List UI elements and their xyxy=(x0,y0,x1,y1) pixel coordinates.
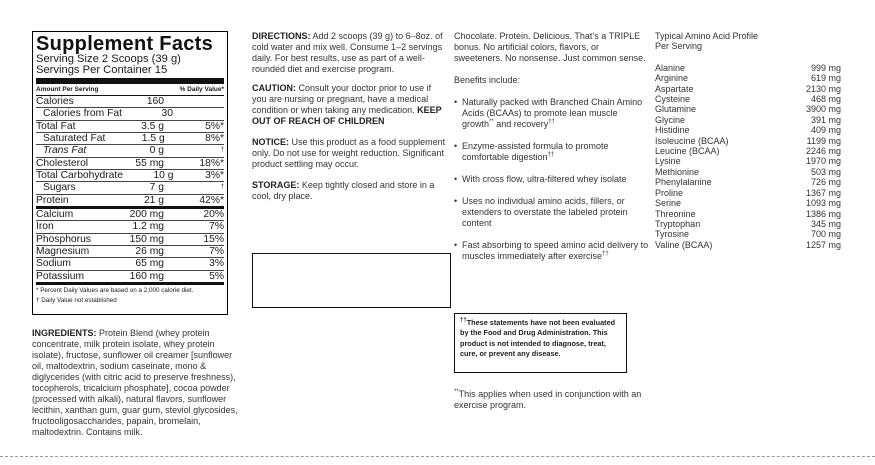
nutrient-name: Cholesterol xyxy=(36,157,89,169)
amino-value: 700 mg xyxy=(810,229,841,240)
amino-list xyxy=(655,63,841,250)
storage-block xyxy=(252,180,448,202)
nutrient-amount: 3.5 g xyxy=(141,120,164,132)
benefit-mark: †† xyxy=(602,251,609,257)
header-amount: Amount Per Serving xyxy=(36,86,99,93)
nutrient-amount: 160 mg xyxy=(129,270,164,282)
amino-row xyxy=(655,136,841,146)
facts-row xyxy=(36,121,224,133)
notice-text: Use this product as a food supplement only. Do not use for weight reduction. Significant product settling may occur. xyxy=(252,137,446,169)
facts-footnote-percent: * Percent Daily Values are based on a 2,000 calorie diet. xyxy=(36,287,194,295)
nutrient-amount: 1.5 g xyxy=(141,133,165,145)
amino-value: 2246 mg xyxy=(805,146,841,157)
facts-row xyxy=(36,209,224,221)
amino-title: Typical Amino Acid Profile xyxy=(655,31,759,41)
nutrient-amount: 200 mg xyxy=(129,209,164,221)
amino-row xyxy=(655,84,841,94)
nutrient-daily-value: 42%* xyxy=(199,194,224,206)
benefit-text-extra: and recovery xyxy=(493,119,549,129)
amino-name: Histidine xyxy=(655,125,690,136)
disclaimer-text: These statements have not been evaluated by the Food and Drug Administration. This product is not intended to diagnose, treat, cure, or prevent any disease. xyxy=(460,318,616,358)
nutrient-name: Calories xyxy=(36,96,74,107)
benefit-text xyxy=(462,240,650,262)
amino-row xyxy=(655,240,841,250)
amino-value: 726 mg xyxy=(810,177,841,188)
nutrient-amount: 1.2 mg xyxy=(132,221,164,233)
amino-row xyxy=(655,125,841,135)
benefit-text xyxy=(462,196,650,229)
nutrient-amount: 30 xyxy=(161,108,173,120)
amino-name: Serine xyxy=(655,198,682,209)
amino-row xyxy=(655,94,841,104)
amino-value: 391 mg xyxy=(810,114,841,125)
benefit-text-main: Uses no individual amino acids, fillers, or extenders to overstate the labeled protein content xyxy=(462,196,628,228)
benefit-text xyxy=(462,174,650,185)
amino-value: 409 mg xyxy=(810,125,841,136)
nutrient-name: Calcium xyxy=(36,209,74,221)
servings-per-container: Servings Per Container 15 xyxy=(36,64,168,76)
amino-name: Phenylalanine xyxy=(655,177,712,188)
nutrient-daily-value: 5% xyxy=(209,270,224,282)
benefit-mark: †† xyxy=(547,152,555,158)
disclaimer-mark: †† xyxy=(460,317,467,324)
nutrient-name: Magnesium xyxy=(36,246,90,258)
amino-name: Lysine xyxy=(655,156,681,167)
amino-name: Methionine xyxy=(655,166,700,177)
benefits-list xyxy=(454,97,650,262)
nutrient-daily-value: 3%* xyxy=(205,170,224,182)
intro-text: Chocolate. Protein. Delicious. That’s a TRIPLE bonus. No artificial colors, flavors, or sweeteners. No nonsense. Just common sense. xyxy=(454,31,646,63)
directions-label: DIRECTIONS: xyxy=(252,31,311,41)
exercise-note-text: This applies when used in conjunction with an exercise program. xyxy=(454,389,642,410)
caution-block xyxy=(252,83,448,127)
directions-text: Add 2 scoops (39 g) to 6–8oz. of cold water and mix well. Consume 1–2 servings daily. For best results, use as part of a well-rounded diet and exercise program. xyxy=(252,31,443,74)
facts-row xyxy=(36,158,224,170)
facts-row xyxy=(36,133,224,145)
benefit-mark-extra: †† xyxy=(548,119,555,125)
bullet-icon: • xyxy=(454,141,458,151)
facts-row xyxy=(36,271,224,285)
nutrient-name: Potassium xyxy=(36,270,85,282)
amino-row xyxy=(655,177,841,187)
amino-row xyxy=(655,156,841,166)
nutrient-name: Saturated Fat xyxy=(43,133,106,145)
blank-lot-box xyxy=(252,253,451,308)
storage-label: STORAGE: xyxy=(252,180,300,190)
nutrient-name: Sodium xyxy=(36,258,71,270)
amino-name: Alanine xyxy=(655,62,686,73)
amino-row xyxy=(655,188,841,198)
amino-name: Glycine xyxy=(655,114,686,125)
amino-value: 1199 mg xyxy=(806,135,841,146)
amino-acid-profile xyxy=(655,31,841,250)
facts-title: Supplement Facts xyxy=(36,33,214,55)
amino-value: 345 mg xyxy=(810,218,841,229)
nutrient-name: Iron xyxy=(36,221,54,233)
facts-thick-divider xyxy=(36,78,224,84)
nutrient-amount: 55 mg xyxy=(135,157,164,169)
nutrient-name: Total Carbohydrate xyxy=(36,170,124,182)
directions-column xyxy=(252,31,448,202)
storage-text: Keep tightly closed and store in a cool, dry place. xyxy=(252,180,435,201)
nutrient-amount: 65 mg xyxy=(135,258,164,270)
nutrient-amount: 7 g xyxy=(149,182,164,194)
nutrient-amount: 160 xyxy=(146,96,164,107)
amino-name: Tryptophan xyxy=(655,218,701,229)
nutrient-name: Phosphorus xyxy=(36,233,91,245)
amino-name: Threonine xyxy=(655,208,696,219)
amino-name: Leucine (BCAA) xyxy=(655,146,720,157)
amino-subtitle: Per Serving xyxy=(655,41,703,52)
benefit-item xyxy=(454,196,650,229)
amino-value: 1970 mg xyxy=(805,156,841,167)
exercise-note xyxy=(454,389,650,411)
benefit-item xyxy=(454,97,650,130)
amino-value: 1367 mg xyxy=(805,187,841,198)
nutrient-daily-value: 3% xyxy=(209,258,224,270)
facts-row xyxy=(36,182,224,194)
amino-name: Tyrosine xyxy=(655,229,690,240)
caution-text: Consult your doctor prior to use if you are nursing or pregnant, have a medical condition or when taking any medication. xyxy=(252,83,432,115)
bullet-icon: • xyxy=(454,97,458,107)
notice-label: NOTICE: xyxy=(252,137,289,147)
benefit-mark: ** xyxy=(489,119,494,125)
facts-row xyxy=(36,221,224,233)
nutrient-daily-value: 7% xyxy=(209,221,224,233)
amino-row xyxy=(655,146,841,156)
facts-row xyxy=(36,246,224,258)
nutrient-daily-value: 5%* xyxy=(205,120,224,132)
facts-row xyxy=(36,195,224,209)
amino-value: 2130 mg xyxy=(805,83,841,94)
nutrient-daily-value: † xyxy=(220,184,224,191)
benefit-text-main: With cross flow, ultra-filtered whey isolate xyxy=(462,174,627,184)
benefits-column xyxy=(454,31,650,262)
facts-header-row xyxy=(36,86,224,96)
benefit-text-main: Fast absorbing to speed amino acid delivery to muscles immediately after exercise xyxy=(462,240,649,261)
amino-row xyxy=(655,219,841,229)
facts-rows xyxy=(36,96,224,285)
nutrient-name: Protein xyxy=(36,194,69,206)
fda-disclaimer-box xyxy=(454,313,627,373)
bullet-icon: • xyxy=(454,174,458,184)
amino-row xyxy=(655,63,841,73)
amino-name: Aspartate xyxy=(655,83,694,94)
amino-row xyxy=(655,115,841,125)
amino-name: Valine (BCAA) xyxy=(655,239,713,250)
nutrient-amount: 0 g xyxy=(149,145,164,157)
nutrient-daily-value: 18%* xyxy=(199,157,224,169)
amino-name: Proline xyxy=(655,187,684,198)
nutrient-name: Sugars xyxy=(43,182,76,194)
amino-value: 1257 mg xyxy=(805,239,841,250)
benefit-text-main: Naturally packed with Branched Chain Amino Acids (BCAAs) to promote lean muscle growth xyxy=(462,97,643,129)
amino-name: Glutamine xyxy=(655,104,697,115)
nutrient-amount: 10 g xyxy=(153,170,174,182)
amino-value: 619 mg xyxy=(810,73,841,84)
benefit-item xyxy=(454,141,650,163)
amino-name: Arginine xyxy=(655,73,689,84)
facts-row xyxy=(36,258,224,270)
bullet-icon: • xyxy=(454,196,458,206)
amino-value: 3900 mg xyxy=(805,104,841,115)
facts-row xyxy=(36,96,224,108)
facts-row xyxy=(36,234,224,246)
benefit-text xyxy=(462,141,650,163)
amino-name: Isoleucine (BCAA) xyxy=(655,135,729,146)
nutrient-daily-value: 7% xyxy=(209,246,224,258)
facts-row xyxy=(36,145,224,157)
amino-row xyxy=(655,104,841,114)
amino-value: 1093 mg xyxy=(805,198,841,209)
ingredients-text: Protein Blend (whey protein concentrate, milk protein isolate, whey protein isolate), fructose, sunflower oil creamer [sunflower oil, maltodextrin, sodium caseinate, mono & diglycerides (with citric acid to preserve freshness), tocopherols, tricalcium phosphate], cocoa powder (processed with alkali), natural flavors, sunflower lecithin, xanthan gum, guar gum, steviol glycosides, fructooligosaccharides, papain, bromelain, maltodextrin. Contains milk. xyxy=(32,328,238,437)
ingredients-block xyxy=(32,328,244,438)
caution-warning: KEEP OUT OF REACH OF CHILDREN xyxy=(252,105,442,126)
benefit-item xyxy=(454,240,650,262)
amino-row xyxy=(655,167,841,177)
benefit-text-main: Enzyme-assisted formula to promote comfortable digestion xyxy=(462,141,609,162)
notice-block xyxy=(252,137,448,170)
facts-footnote-dagger: † Daily Value not established xyxy=(36,296,117,304)
amino-row xyxy=(655,73,841,83)
supplement-facts-panel xyxy=(32,31,228,315)
nutrient-amount: 21 g xyxy=(143,194,164,206)
nutrient-name: Trans Fat xyxy=(43,145,87,157)
nutrient-daily-value: 8%* xyxy=(205,133,224,145)
header-daily-value: % Daily Value* xyxy=(179,86,224,93)
amino-row xyxy=(655,209,841,219)
amino-row xyxy=(655,229,841,239)
benefit-text xyxy=(462,97,650,130)
nutrient-daily-value: † xyxy=(220,147,224,154)
dashed-cut-line xyxy=(0,456,875,457)
ingredients-label: INGREDIENTS: xyxy=(32,328,97,338)
exercise-note-mark: ** xyxy=(454,389,459,395)
nutrient-daily-value: 15% xyxy=(203,233,224,245)
benefits-heading: Benefits include: xyxy=(454,75,521,85)
nutrient-amount: 150 mg xyxy=(129,233,164,245)
serving-size: Serving Size 2 Scoops (39 g) xyxy=(36,53,181,65)
amino-value: 468 mg xyxy=(810,94,841,105)
nutrient-name: Calories from Fat xyxy=(43,108,122,120)
amino-name: Cysteine xyxy=(655,94,691,105)
directions-block xyxy=(252,31,448,75)
facts-row xyxy=(36,170,224,182)
nutrient-name: Total Fat xyxy=(36,120,76,132)
nutrient-daily-value: 20% xyxy=(203,209,224,221)
amino-value: 503 mg xyxy=(810,166,841,177)
amino-value: 999 mg xyxy=(810,62,841,73)
amino-row xyxy=(655,198,841,208)
bullet-icon: • xyxy=(454,240,458,250)
facts-row xyxy=(36,108,224,120)
benefit-item xyxy=(454,174,650,185)
amino-value: 1386 mg xyxy=(805,208,841,219)
nutrient-amount: 26 mg xyxy=(135,246,164,258)
caution-label: CAUTION: xyxy=(252,83,296,93)
